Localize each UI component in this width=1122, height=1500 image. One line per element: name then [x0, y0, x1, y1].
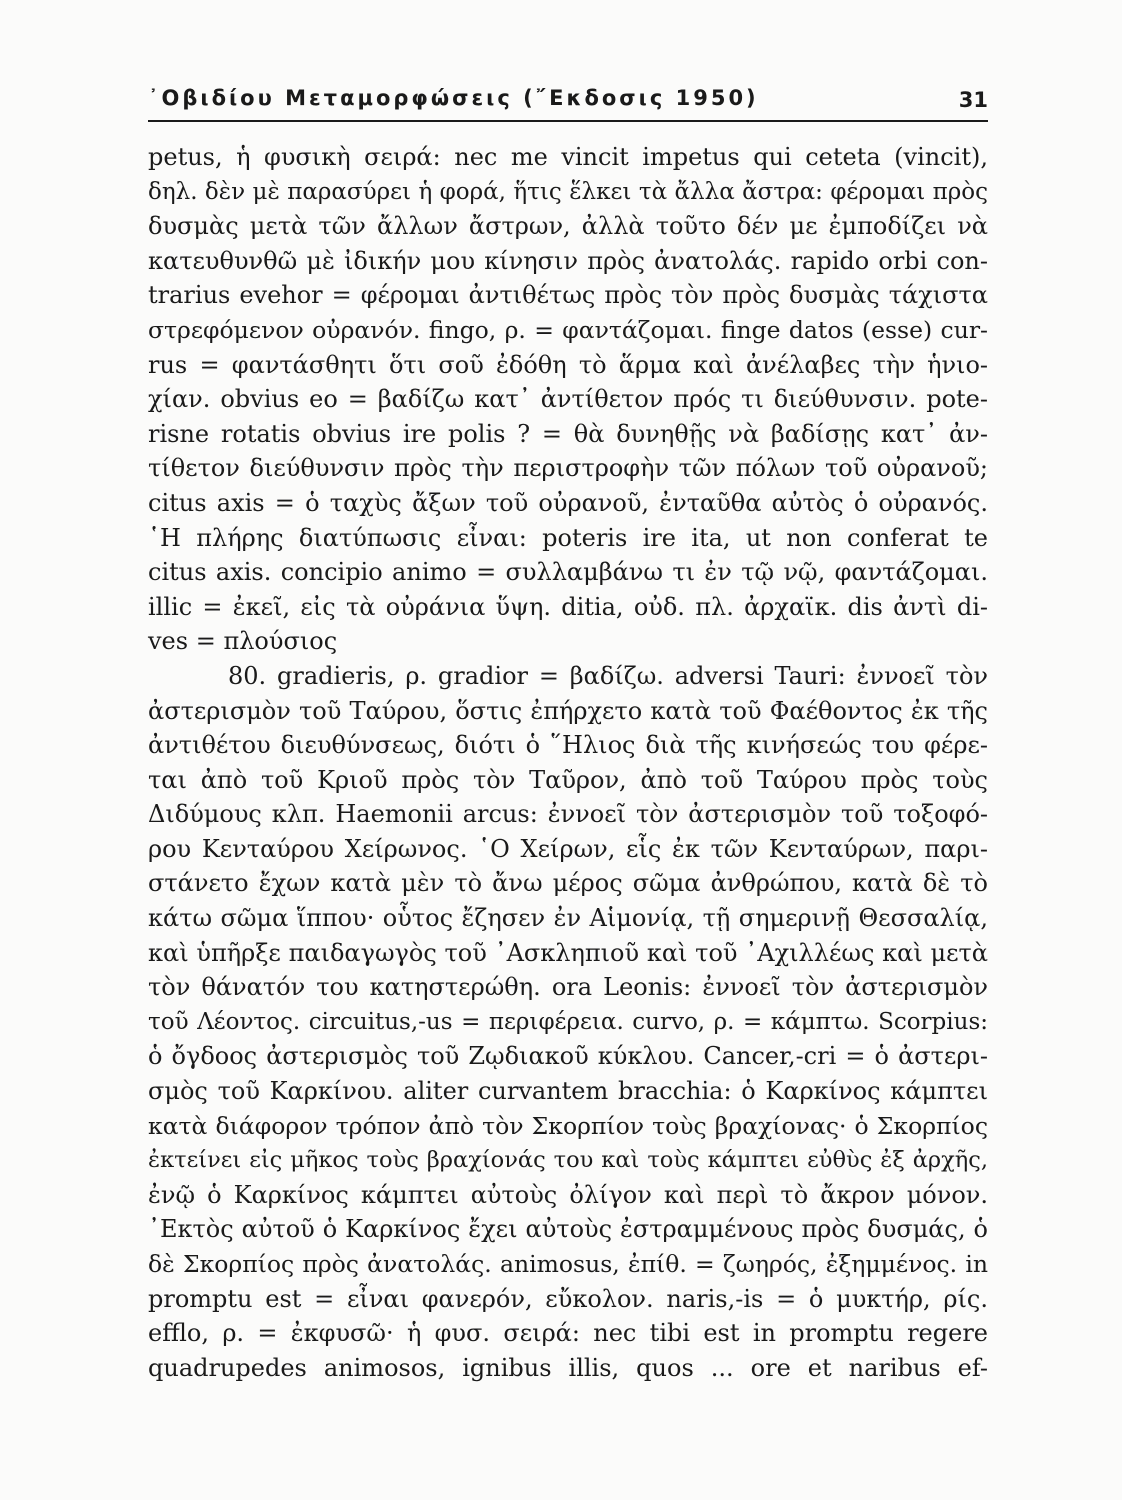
text-line: χίαν. obvius eo = βαδίζω κατ᾿ ἀντίθετον πρός τι διεύθυνσιν. pote- [148, 385, 988, 414]
text-line: ἐνῷ ὁ Καρκίνος κάμπτει αὐτοὺς ὀλίγον καὶ περὶ τὸ ἄκρον μόνον. [148, 1180, 988, 1209]
text-line: ὁ ὄγδοος ἀστερισμὸς τοῦ Ζῳδιακοῦ κύκλου. Cancer,-cri = ὁ ἀστερι- [148, 1042, 988, 1071]
body-text [148, 140, 988, 1385]
text-line: στρεφόμενον οὐρανόν. fingo, ρ. = φαντάζομαι. finge datos (esse) cur- [148, 315, 988, 344]
text-line: citus axis. concipio animo = συλλαμβάνω τι ἐν τῷ νῷ, φαντάζομαι. [148, 558, 988, 587]
text-line: ἐκτείνει εἰς μῆκος τοὺς βραχίονάς του καὶ τοὺς κάμπτει εὐθὺς ἐξ ἀρχῆς, [148, 1147, 988, 1174]
text-line: στάνετο ἔχων κατὰ μὲν τὸ ἄνω μέρος σῶμα ἀνθρώπου, κατὰ δὲ τὸ [148, 869, 988, 898]
text-line: petus, ἡ φυσικὴ σειρά: nec me vincit impetus qui ceteta (vincit), [148, 143, 988, 171]
text-line: ἀστερισμὸν τοῦ Ταύρου, ὅστις ἐπήρχετο κατὰ τοῦ Φαέθοντος ἐκ τῆς [148, 696, 988, 725]
text-line: κάτω σῶμα ἵππου· οὗτος ἔζησεν ἐν Αἱμονίᾳ, τῇ σημερινῇ Θεσσαλίᾳ, [148, 904, 988, 933]
text-line: ρου Κενταύρου Χείρωνος. ῾Ο Χείρων, εἷς ἐκ τῶν Κενταύρων, παρι- [148, 834, 988, 863]
page-number: 31 [958, 88, 988, 112]
header-title: ᾿Οβιδίου Μεταμορφώσεις (῎Εκδοσις 1950) [148, 86, 759, 110]
text-line: quadrupedes animosos, ignibus illis, quos ... ore et naribus ef- [148, 1353, 988, 1382]
text-line: δυσμὰς μετὰ τῶν ἄλλων ἄστρων, ἀλλὰ τοῦτο δέν με ἐμποδίζει νὰ [148, 212, 988, 241]
text-line: risne rotatis obvius ire polis ? = θὰ δυνηθῇς νὰ βαδίσῃς κατ᾿ ἀν- [148, 419, 988, 448]
text-line: τίθετον διεύθυνσιν πρὸς τὴν περιστροφὴν τῶν πόλων τοῦ οὐρανοῦ; [148, 454, 988, 483]
text-line: promptu est = εἶναι φανερόν, εὔκολον. naris,-is = ὁ μυκτήρ, ρίς. [148, 1284, 988, 1313]
text-line: καὶ ὑπῆρξε παιδαγωγὸς τοῦ ᾿Ασκληπιοῦ καὶ τοῦ ᾿Αχιλλέως καὶ μετὰ [148, 938, 988, 967]
text-line: trarius evehor = φέρομαι ἀντιθέτως πρὸς τὸν πρὸς δυσμὰς τάχιστα [148, 281, 988, 310]
text-line: κατευθυνθῶ μὲ ἰδικήν μου κίνησιν πρὸς ἀνατολάς. rapido orbi con- [148, 246, 988, 275]
text-line: δὲ Σκορπίος πρὸς ἀνατολάς. animosus, ἐπίθ. = ζωηρός, ἐξημμένος. in [148, 1250, 988, 1278]
text-line: ται ἀπὸ τοῦ Κριοῦ πρὸς τὸν Ταῦρον, ἀπὸ τοῦ Ταύρου πρὸς τοὺς [148, 765, 988, 794]
text-line: κατὰ διάφορον τρόπον ἀπὸ τὸν Σκορπίον τοὺς βραχίονας· ὁ Σκορπίος [148, 1111, 988, 1140]
text-line: σμὸς τοῦ Καρκίνου. aliter curvantem bracchia: ὁ Καρκίνος κάμπτει [148, 1077, 988, 1106]
text-line: efflo, ρ. = ἐκφυσῶ· ἡ φυσ. σειρά: nec tibi est in promptu regere [148, 1319, 988, 1348]
running-header [148, 86, 988, 122]
text-line: citus axis = ὁ ταχὺς ἄξων τοῦ οὐρανοῦ, ἐνταῦθα αὐτὸς ὁ οὐρανός. [148, 488, 988, 517]
text-line: illic = ἐκεῖ, εἰς τὰ οὐράνια ὕψη. ditia, οὐδ. πλ. ἀρχαϊκ. dis ἀντὶ di- [148, 592, 988, 621]
text-line: Διδύμους κλπ. Haemonii arcus: ἐννοεῖ τὸν ἀστερισμὸν τοῦ τοξοφό- [148, 800, 988, 829]
text-line: τὸν θάνατόν του κατηστερώθη. ora Leonis: ἐννοεῖ τὸν ἀστερισμὸν [148, 973, 988, 1002]
text-line: ἀντιθέτου διευθύνσεως, διότι ὁ ῞Ηλιος διὰ τῆς κινήσεώς του φέρε- [148, 731, 988, 760]
paragraph-start-line: 80. gradieris, ρ. gradior = βαδίζω. adversi Tauri: ἐννοεῖ τὸν [228, 661, 988, 690]
text-line: ves = πλούσιος [148, 627, 338, 656]
text-line: ᾿Εκτὸς αὐτοῦ ὁ Καρκίνος ἔχει αὐτοὺς ἐστραμμένους πρὸς δυσμάς, ὁ [148, 1215, 988, 1244]
text-line: rus = φαντάσθητι ὅτι σοῦ ἐδόθη τὸ ἅρμα καὶ ἀνέλαβες τὴν ἡνιο- [148, 350, 988, 379]
text-line: ῾Η πλήρης διατύπωσις εἶναι: poteris ire ita, ut non conferat te [148, 523, 988, 552]
text-line: δηλ. δὲν μὲ παρασύρει ἡ φορά, ἥτις ἕλκει τὰ ἄλλα ἄστρα: φέρομαι πρὸς [148, 178, 988, 205]
text-line: τοῦ Λέοντος. circuitus,-us = περιφέρεια. curvo, ρ. = κάμπτω. Scorpius: [148, 1008, 988, 1035]
